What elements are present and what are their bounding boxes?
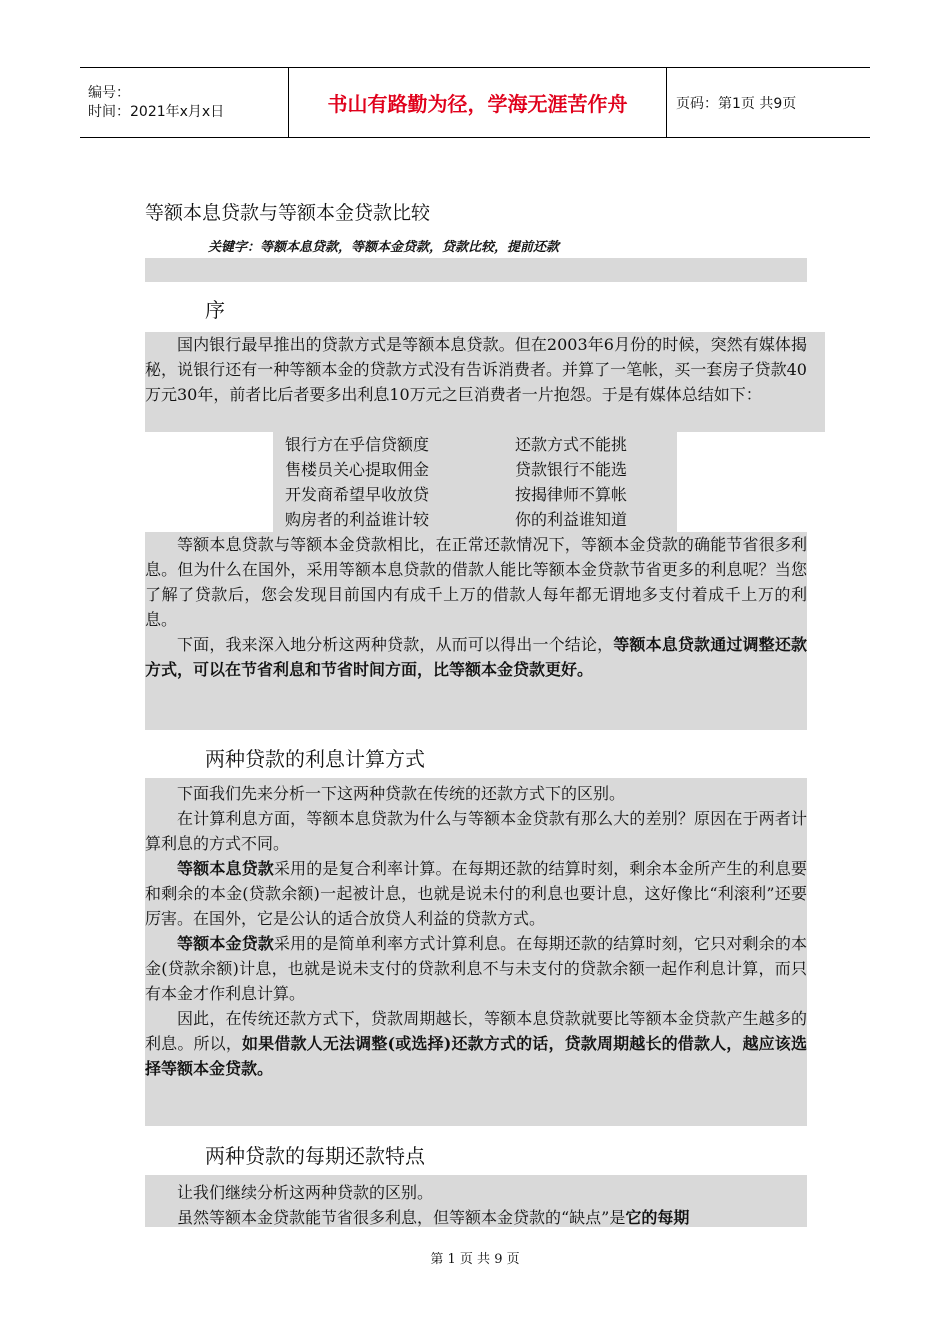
page-footer: 第 1 页 共 9 页 [430, 1252, 520, 1267]
header-info-cell [80, 68, 289, 137]
header-page-label: 页码：第1页 共9页 [676, 95, 797, 112]
verse-row [273, 507, 677, 532]
repayment-paragraph-2 [145, 1205, 807, 1230]
preface-paragraph-3 [145, 632, 807, 682]
preface-paragraph-1: 国内银行最早推出的贷款方式是等额本息贷款。但在2003年6月份的时候，突然有媒体揭秘，说银行还有一种等额本金的贷款方式没有告诉消费者。并算了一笔帐，买一套房子贷款40万元30年，前者比后者要多出利息10万元之巨消费者一片抱怨。于是有媒体总结如下： [145, 335, 807, 404]
verse-left: 银行方在乎信贷额度 [285, 435, 430, 454]
interest-paragraph-5 [145, 1006, 807, 1081]
interest-paragraph-4 [145, 931, 807, 1006]
interest-paragraph-3 [145, 856, 807, 931]
text-run: 采用的是简单利率方式计算利息。在每期还款的结算时刻，它只对剩余的本金(贷款余额)计息，也就是说未支付的贷款利息不与未支付的贷款余额一起作利息计算，而只有本金才作利息计算。 [145, 934, 807, 1003]
verse-left: 售楼员关心提取佣金 [285, 460, 430, 479]
verse-left: 购房者的利益谁计较 [285, 510, 430, 529]
repayment-paragraph-1: 让我们继续分析这两种贷款的区别。 [177, 1183, 434, 1202]
media-summary-verse [273, 432, 677, 532]
text-run: 下面，我来深入地分析这两种贷款，从而可以得出一个结论， [177, 635, 614, 654]
verse-row [273, 457, 677, 482]
verse-right: 你的利益谁知道 [515, 510, 628, 529]
document-number-label: 编号： [88, 84, 130, 101]
paragraph-group [145, 1180, 807, 1230]
interest-paragraph-1: 下面我们先来分析一下这两种贷款在传统的还款方式下的区别。 [177, 784, 626, 803]
paragraph-group [145, 781, 807, 1081]
term-emphasis: 等额本金贷款 [177, 934, 274, 953]
text-run: 虽然等额本金贷款能节省很多利息，但等额本金贷款的“缺点”是 [177, 1208, 626, 1227]
paragraph-group [145, 532, 807, 682]
section-heading-preface: 序 [205, 298, 225, 322]
verse-row [273, 432, 677, 457]
keywords-line: 关键字：等额本息贷款，等额本金贷款，贷款比较，提前还款 [208, 240, 560, 255]
verse-row [273, 482, 677, 507]
document-date-label: 时间：2021年x月x日 [88, 103, 225, 120]
section-heading-repayment: 两种贷款的每期还款特点 [205, 1144, 425, 1168]
conclusion-emphasis: 如果借款人无法调整(或选择)还款方式的话，贷款周期越长的借款人，越应该选择等额本金贷款。 [145, 1034, 807, 1078]
document-title: 等额本息贷款与等额本金贷款比较 [145, 202, 431, 224]
verse-right: 贷款银行不能选 [515, 460, 628, 479]
header-table [80, 67, 870, 138]
term-emphasis: 等额本息贷款 [177, 859, 274, 878]
shading-block [145, 258, 807, 282]
text-run: 采用的是复合利率计算。在每期还款的结算时刻，剩余本金所产生的利息要和剩余的本金(贷款余额)一起被计息，也就是说未付的利息也要计息，这好像比“利滚利”还要厉害。在国外，它是公认的适合放贷人利益的贷款方式。 [145, 859, 807, 928]
verse-right: 按揭律师不算帐 [515, 485, 628, 504]
header-motto: 书山有路勤为径，学海无涯苦作舟 [289, 68, 667, 137]
preface-paragraph-2: 等额本息贷款与等额本金贷款相比，在正常还款情况下，等额本金贷款的确能节省很多利息。但为什么在国外，采用等额本息贷款的借款人能比等额本金贷款节省更多的利息呢？当您了解了贷款后，您会发现目前国内有成千上万的借款人每年都无谓地多支付着成千上万的利息。 [145, 535, 807, 629]
text-run: 因此，在传统还款方式下，贷款周期越长，等额本息贷款就要比等额本金贷款产生越多的利息。所以， [145, 1009, 807, 1053]
term-emphasis: 它的每期 [625, 1208, 690, 1227]
conclusion-emphasis: 等额本息贷款通过调整还款方式，可以在节省利息和节省时间方面，比等额本金贷款更好。 [145, 635, 807, 679]
paragraph [145, 332, 807, 407]
interest-paragraph-2: 在计算利息方面，等额本息贷款为什么与等额本金贷款有那么大的差别？原因在于两者计算利息的方式不同。 [145, 809, 807, 853]
verse-left: 开发商希望早收放贷 [285, 485, 430, 504]
verse-right: 还款方式不能挑 [515, 435, 628, 454]
section-heading-interest: 两种贷款的利息计算方式 [205, 747, 425, 771]
